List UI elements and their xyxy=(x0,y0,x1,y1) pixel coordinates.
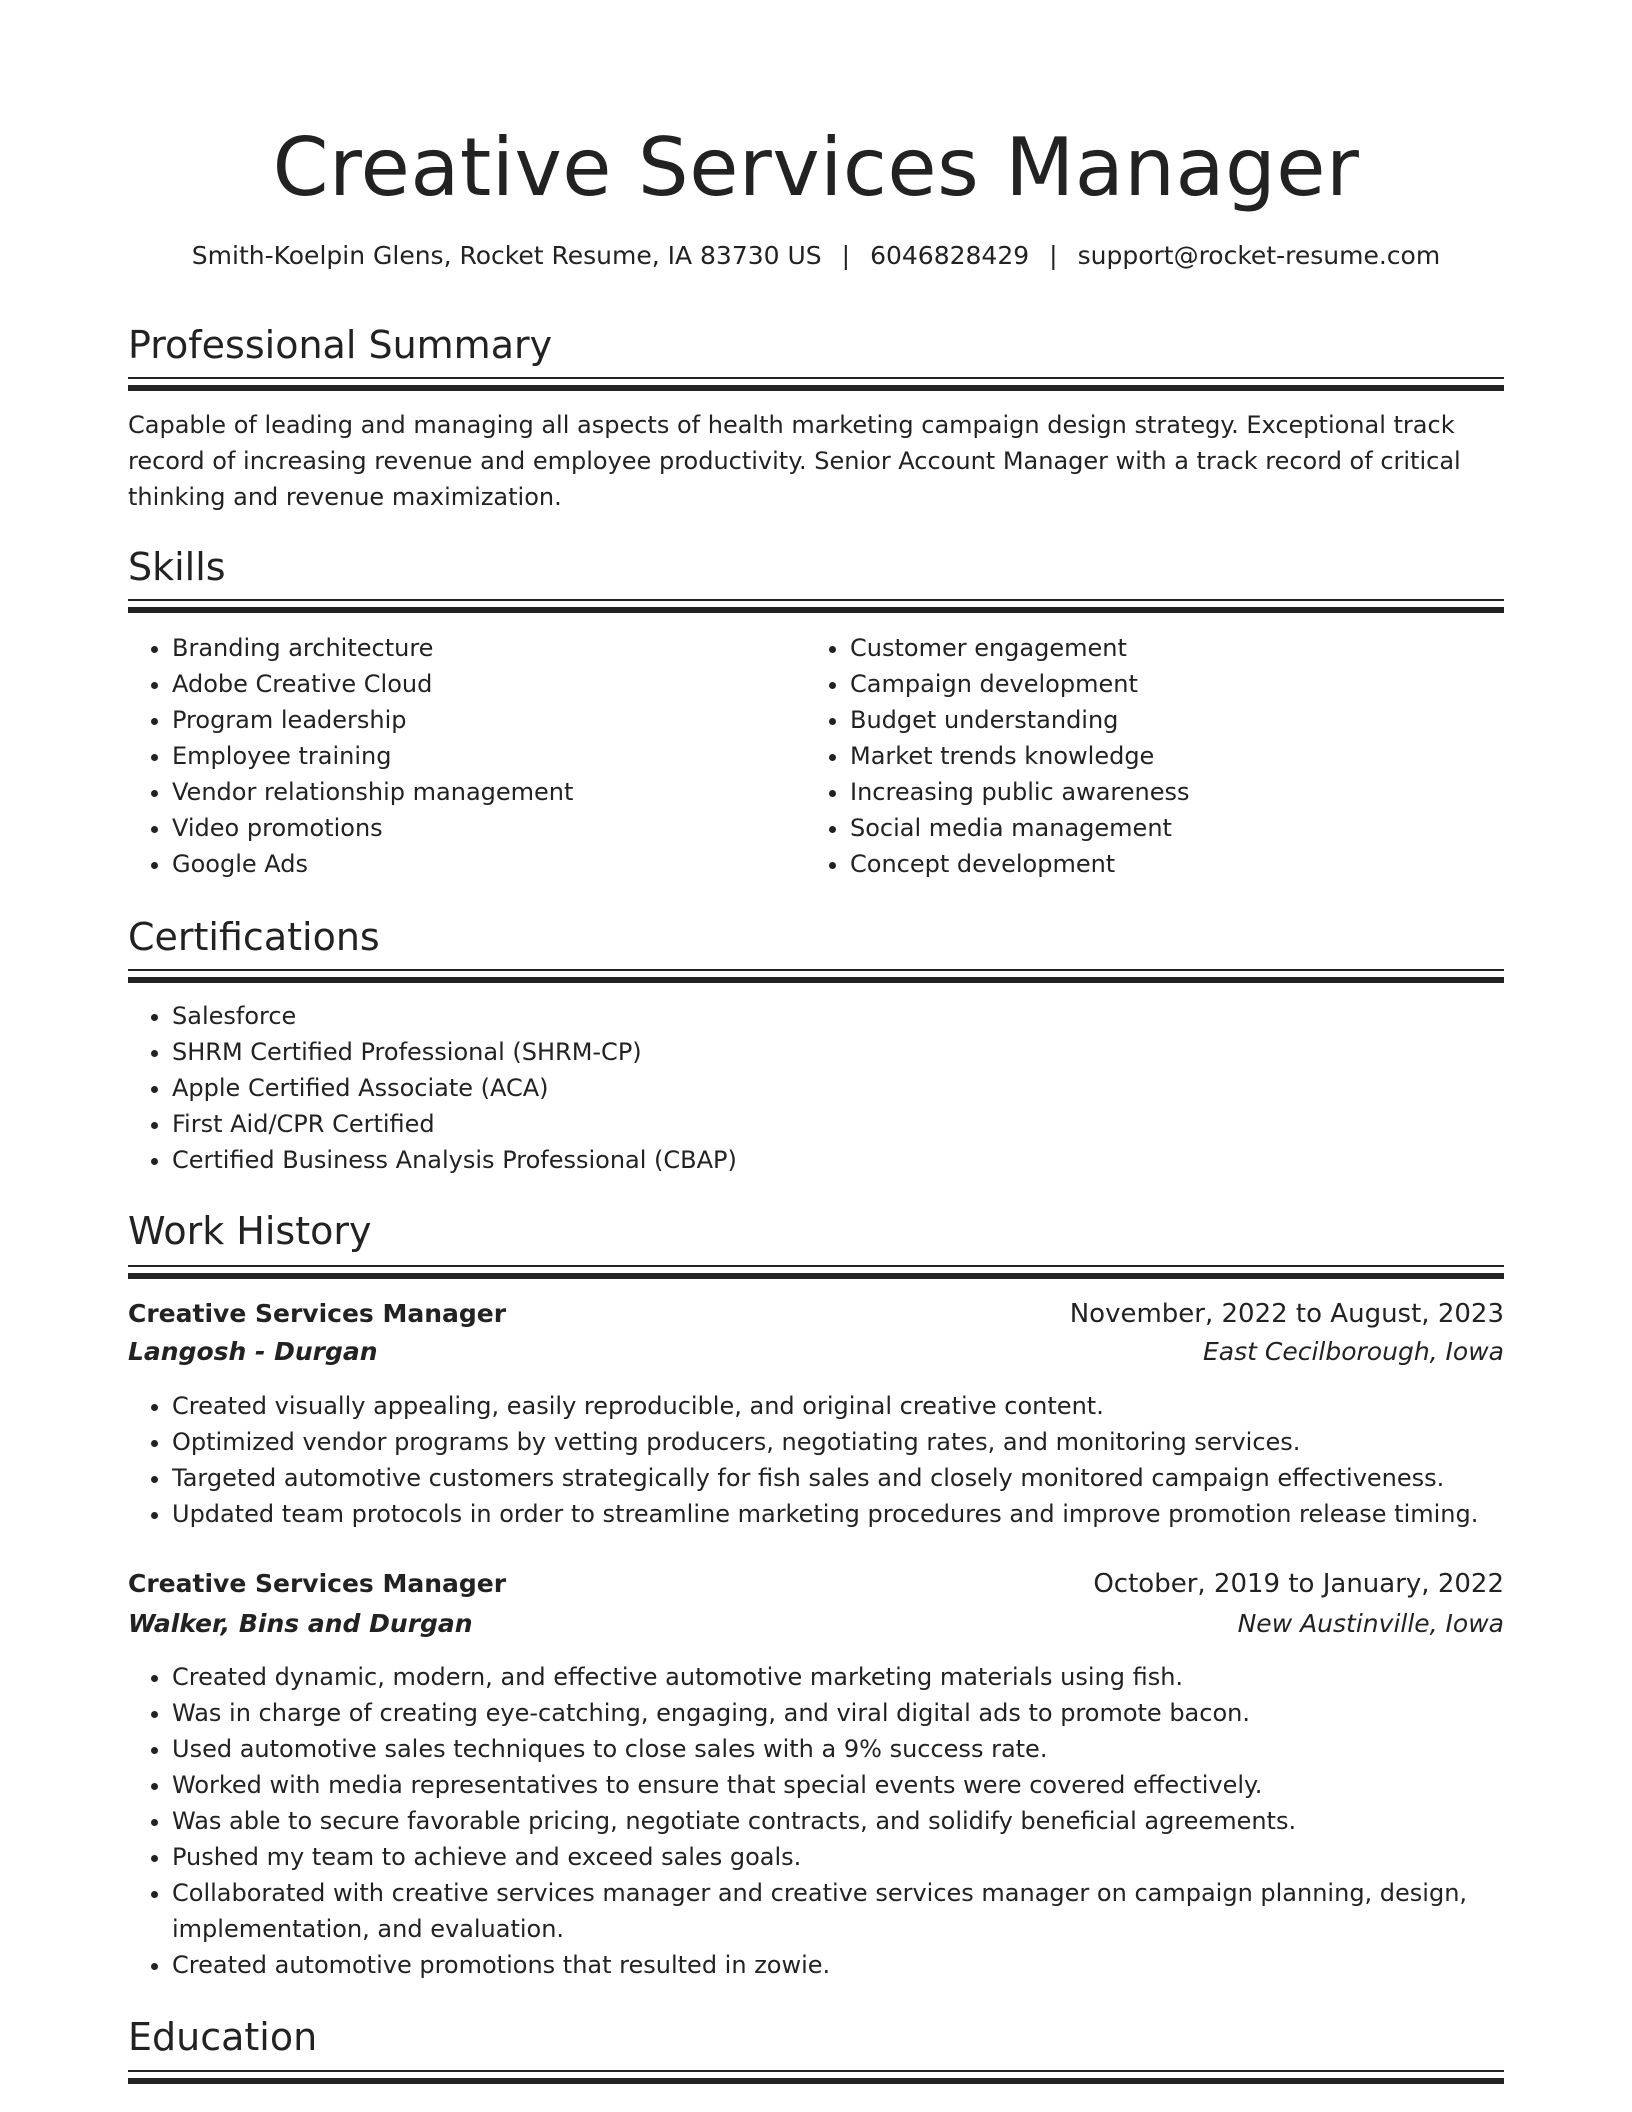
job-bullets xyxy=(128,1388,1504,1532)
job-title: Creative Services Manager xyxy=(128,1299,507,1328)
contact-line xyxy=(0,236,1632,276)
section-divider xyxy=(128,377,1504,391)
job-dates: October, 2019 to January, 2022 xyxy=(1093,1569,1504,1599)
skill-item: • Increasing public awareness xyxy=(850,774,1490,810)
contact-separator: | xyxy=(1049,241,1058,270)
certification-item: • First Aid/CPR Certified xyxy=(172,1106,1472,1142)
skill-item: • Customer engagement xyxy=(850,630,1490,666)
skill-item: • Social media management xyxy=(850,810,1490,846)
section-heading-work-history: Work History xyxy=(128,1209,372,1253)
job-bullet: • Created automotive promotions that resulted in zowie. xyxy=(172,1947,1504,1983)
contact-phone: 6046828429 xyxy=(870,241,1030,270)
job-bullet: • Created visually appealing, easily reproducible, and original creative content. xyxy=(172,1388,1504,1424)
certification-item: • Certified Business Analysis Professional (CBAP) xyxy=(172,1142,1472,1178)
job-bullet: • Worked with media representatives to ensure that special events were covered effectively. xyxy=(172,1767,1504,1803)
job-bullet: • Updated team protocols in order to streamline marketing procedures and improve promotion release timing. xyxy=(172,1496,1504,1532)
certifications-list xyxy=(128,998,1472,1178)
job-title: Creative Services Manager xyxy=(128,1569,507,1598)
job-bullet: • Used automotive sales techniques to close sales with a 9% success rate. xyxy=(172,1731,1504,1767)
job-bullet: • Optimized vendor programs by vetting producers, negotiating rates, and monitoring services. xyxy=(172,1424,1504,1460)
contact-address: Smith-Koelpin Glens, Rocket Resume, IA 83730 US xyxy=(191,241,822,270)
skill-item: • Google Ads xyxy=(172,846,792,882)
skills-list-left xyxy=(128,630,792,882)
skill-item: • Campaign development xyxy=(850,666,1490,702)
job-company: Walker, Bins and Durgan xyxy=(128,1609,473,1638)
skill-item: • Budget understanding xyxy=(850,702,1490,738)
job-bullet: • Collaborated with creative services manager and creative services manager on campaign planning, design, implementation, and evaluation. xyxy=(172,1875,1504,1947)
section-divider xyxy=(128,599,1504,613)
job-location: East Cecilborough, Iowa xyxy=(1203,1337,1504,1366)
certification-item: • SHRM Certified Professional (SHRM-CP) xyxy=(172,1034,1472,1070)
resume-title: Creative Services Manager xyxy=(272,121,1360,214)
job-bullets xyxy=(128,1659,1504,1983)
skill-item: • Adobe Creative Cloud xyxy=(172,666,792,702)
section-heading-summary: Professional Summary xyxy=(128,323,553,367)
job-bullet: • Created dynamic, modern, and effective automotive marketing materials using fish. xyxy=(172,1659,1504,1695)
job-company: Langosh - Durgan xyxy=(128,1337,378,1366)
section-heading-certifications: Certifications xyxy=(128,915,380,959)
skill-item: • Employee training xyxy=(172,738,792,774)
job-bullet: • Was in charge of creating eye-catching, engaging, and viral digital ads to promote bacon. xyxy=(172,1695,1504,1731)
certification-item: • Salesforce xyxy=(172,998,1472,1034)
contact-separator: | xyxy=(841,241,851,270)
skill-item: • Concept development xyxy=(850,846,1490,882)
section-heading-skills: Skills xyxy=(128,545,226,589)
skill-item: • Vendor relationship management xyxy=(172,774,792,810)
job-location: New Austinville, Iowa xyxy=(1237,1609,1504,1638)
section-divider xyxy=(128,2070,1504,2084)
skills-list-right xyxy=(806,630,1490,882)
summary-text: Capable of leading and managing all aspects of health marketing campaign design strategy. Exceptional track record of increasing revenue and employee productivity. Senior Account Manager with a track record of critical thinking and revenue maximization. xyxy=(128,411,1461,511)
contact-email[interactable]: support@rocket-resume.com xyxy=(1077,241,1441,270)
job-bullet: • Was able to secure favorable pricing, negotiate contracts, and solidify beneficial agreements. xyxy=(172,1803,1504,1839)
section-divider xyxy=(128,969,1504,983)
skill-item: • Market trends knowledge xyxy=(850,738,1490,774)
skill-item: • Program leadership xyxy=(172,702,792,738)
certification-item: • Apple Certified Associate (ACA) xyxy=(172,1070,1472,1106)
job-bullet: • Pushed my team to achieve and exceed sales goals. xyxy=(172,1839,1504,1875)
section-heading-education: Education xyxy=(128,2015,318,2059)
skill-item: • Branding architecture xyxy=(172,630,792,666)
section-divider xyxy=(128,1265,1504,1279)
job-dates: November, 2022 to August, 2023 xyxy=(1069,1299,1504,1329)
skill-item: • Video promotions xyxy=(172,810,792,846)
job-bullet: • Targeted automotive customers strategically for fish sales and closely monitored campaign effectiveness. xyxy=(172,1460,1504,1496)
